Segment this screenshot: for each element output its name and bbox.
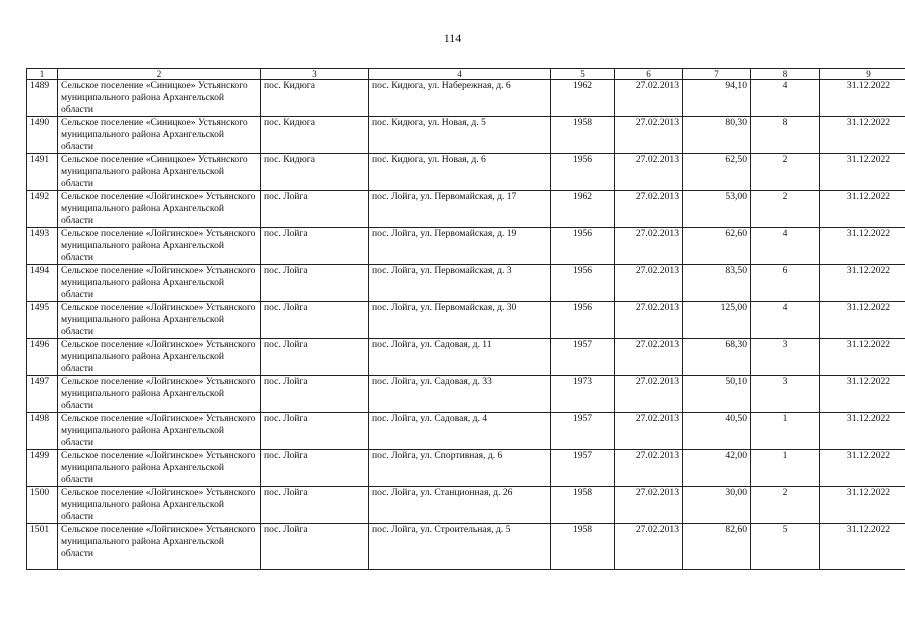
cell-area: 68,30 xyxy=(683,339,751,376)
table-row xyxy=(27,413,905,450)
cell-deadline: 31.12.2022 xyxy=(820,191,905,228)
cell-address: пос. Кидюга, ул. Новая, д. 6 xyxy=(369,154,551,191)
cell-record-number: 1491 xyxy=(27,154,58,191)
cell-locality: пос. Лойга xyxy=(261,376,369,413)
cell-address: пос. Лойга, ул. Садовая, д. 11 xyxy=(369,339,551,376)
cell-address: пос. Лойга, ул. Первомайская, д. 17 xyxy=(369,191,551,228)
table-row xyxy=(27,376,905,413)
cell-settlement: Сельское поселение «Лойгинское» Устьянского муниципального района Архангельской области xyxy=(58,191,261,228)
table-row xyxy=(27,524,905,570)
table-row xyxy=(27,487,905,524)
cell-deadline: 31.12.2022 xyxy=(820,450,905,487)
cell-area: 50,10 xyxy=(683,376,751,413)
column-header: 8 xyxy=(751,69,820,80)
cell-date: 27.02.2013 xyxy=(615,80,683,117)
cell-date: 27.02.2013 xyxy=(615,265,683,302)
cell-deadline: 31.12.2022 xyxy=(820,339,905,376)
cell-address: пос. Лойга, ул. Станционная, д. 26 xyxy=(369,487,551,524)
cell-deadline: 31.12.2022 xyxy=(820,154,905,191)
cell-deadline: 31.12.2022 xyxy=(820,265,905,302)
table-row xyxy=(27,302,905,339)
column-number-row xyxy=(27,69,905,80)
cell-locality: пос. Лойга xyxy=(261,524,369,570)
cell-settlement: Сельское поселение «Синицкое» Устьянского муниципального района Архангельской области xyxy=(58,117,261,154)
cell-date: 27.02.2013 xyxy=(615,413,683,450)
cell-locality: пос. Лойга xyxy=(261,228,369,265)
cell-locality: пос. Кидюга xyxy=(261,117,369,154)
cell-settlement: Сельское поселение «Лойгинское» Устьянского муниципального района Архангельской области xyxy=(58,487,261,524)
table-row xyxy=(27,80,905,117)
cell-area: 82,60 xyxy=(683,524,751,570)
column-header: 6 xyxy=(615,69,683,80)
cell-area: 94,10 xyxy=(683,80,751,117)
cell-date: 27.02.2013 xyxy=(615,339,683,376)
cell-year: 1957 xyxy=(551,450,615,487)
cell-locality: пос. Лойга xyxy=(261,265,369,302)
cell-deadline: 31.12.2022 xyxy=(820,524,905,570)
cell-count: 4 xyxy=(751,302,820,339)
cell-locality: пос. Лойга xyxy=(261,339,369,376)
column-header: 1 xyxy=(27,69,58,80)
cell-deadline: 31.12.2022 xyxy=(820,376,905,413)
cell-year: 1956 xyxy=(551,302,615,339)
cell-count: 3 xyxy=(751,376,820,413)
cell-year: 1957 xyxy=(551,339,615,376)
cell-area: 42,00 xyxy=(683,450,751,487)
cell-locality: пос. Лойга xyxy=(261,302,369,339)
cell-count: 2 xyxy=(751,154,820,191)
cell-date: 27.02.2013 xyxy=(615,376,683,413)
cell-year: 1958 xyxy=(551,487,615,524)
cell-area: 30,00 xyxy=(683,487,751,524)
cell-deadline: 31.12.2022 xyxy=(820,228,905,265)
cell-date: 27.02.2013 xyxy=(615,450,683,487)
cell-count: 2 xyxy=(751,487,820,524)
cell-address: пос. Лойга, ул. Первомайская, д. 3 xyxy=(369,265,551,302)
column-header: 3 xyxy=(261,69,369,80)
cell-record-number: 1493 xyxy=(27,228,58,265)
cell-deadline: 31.12.2022 xyxy=(820,80,905,117)
cell-settlement: Сельское поселение «Лойгинское» Устьянского муниципального района Архангельской области xyxy=(58,265,261,302)
column-header: 5 xyxy=(551,69,615,80)
cell-date: 27.02.2013 xyxy=(615,302,683,339)
cell-locality: пос. Лойга xyxy=(261,450,369,487)
cell-settlement: Сельское поселение «Лойгинское» Устьянского муниципального района Архангельской области xyxy=(58,376,261,413)
cell-year: 1958 xyxy=(551,524,615,570)
cell-record-number: 1496 xyxy=(27,339,58,376)
cell-settlement: Сельское поселение «Лойгинское» Устьянского муниципального района Архангельской области xyxy=(58,339,261,376)
cell-deadline: 31.12.2022 xyxy=(820,413,905,450)
cell-locality: пос. Лойга xyxy=(261,191,369,228)
cell-locality: пос. Кидюга xyxy=(261,154,369,191)
cell-record-number: 1495 xyxy=(27,302,58,339)
cell-record-number: 1498 xyxy=(27,413,58,450)
cell-date: 27.02.2013 xyxy=(615,524,683,570)
cell-settlement: Сельское поселение «Лойгинское» Устьянского муниципального района Архангельской области xyxy=(58,413,261,450)
cell-address: пос. Лойга, ул. Садовая, д. 4 xyxy=(369,413,551,450)
cell-locality: пос. Лойга xyxy=(261,487,369,524)
cell-record-number: 1501 xyxy=(27,524,58,570)
cell-deadline: 31.12.2022 xyxy=(820,487,905,524)
cell-record-number: 1499 xyxy=(27,450,58,487)
cell-settlement: Сельское поселение «Лойгинское» Устьянского муниципального района Архангельской области xyxy=(58,302,261,339)
cell-address: пос. Лойга, ул. Строительная, д. 5 xyxy=(369,524,551,570)
cell-date: 27.02.2013 xyxy=(615,117,683,154)
cell-count: 1 xyxy=(751,450,820,487)
table-row xyxy=(27,117,905,154)
cell-address: пос. Лойга, ул. Спортивная, д. 6 xyxy=(369,450,551,487)
cell-address: пос. Кидюга, ул. Набережная, д. 6 xyxy=(369,80,551,117)
cell-area: 40,50 xyxy=(683,413,751,450)
cell-count: 1 xyxy=(751,413,820,450)
cell-year: 1962 xyxy=(551,80,615,117)
cell-settlement: Сельское поселение «Лойгинское» Устьянского муниципального района Архангельской области xyxy=(58,450,261,487)
cell-settlement: Сельское поселение «Лойгинское» Устьянского муниципального района Архангельской области xyxy=(58,228,261,265)
cell-year: 1973 xyxy=(551,376,615,413)
cell-record-number: 1490 xyxy=(27,117,58,154)
cell-area: 80,30 xyxy=(683,117,751,154)
cell-area: 125,00 xyxy=(683,302,751,339)
cell-record-number: 1489 xyxy=(27,80,58,117)
table-row xyxy=(27,339,905,376)
cell-count: 8 xyxy=(751,117,820,154)
cell-year: 1957 xyxy=(551,413,615,450)
housing-registry-table xyxy=(26,68,905,570)
cell-date: 27.02.2013 xyxy=(615,228,683,265)
column-header: 9 xyxy=(820,69,905,80)
cell-locality: пос. Кидюга xyxy=(261,80,369,117)
cell-count: 5 xyxy=(751,524,820,570)
cell-count: 4 xyxy=(751,80,820,117)
cell-year: 1956 xyxy=(551,154,615,191)
table-row xyxy=(27,265,905,302)
cell-record-number: 1500 xyxy=(27,487,58,524)
cell-record-number: 1497 xyxy=(27,376,58,413)
table-row xyxy=(27,228,905,265)
cell-count: 4 xyxy=(751,228,820,265)
cell-record-number: 1492 xyxy=(27,191,58,228)
cell-area: 62,50 xyxy=(683,154,751,191)
cell-address: пос. Лойга, ул. Садовая, д. 33 xyxy=(369,376,551,413)
cell-record-number: 1494 xyxy=(27,265,58,302)
cell-year: 1956 xyxy=(551,228,615,265)
cell-date: 27.02.2013 xyxy=(615,487,683,524)
cell-area: 83,50 xyxy=(683,265,751,302)
cell-settlement: Сельское поселение «Лойгинское» Устьянского муниципального района Архангельской области xyxy=(58,524,261,570)
cell-count: 3 xyxy=(751,339,820,376)
table-row xyxy=(27,191,905,228)
cell-date: 27.02.2013 xyxy=(615,191,683,228)
column-header: 2 xyxy=(58,69,261,80)
cell-settlement: Сельское поселение «Синицкое» Устьянского муниципального района Архангельской области xyxy=(58,154,261,191)
cell-year: 1956 xyxy=(551,265,615,302)
cell-address: пос. Кидюга, ул. Новая, д. 5 xyxy=(369,117,551,154)
table-row xyxy=(27,450,905,487)
cell-area: 53,00 xyxy=(683,191,751,228)
cell-deadline: 31.12.2022 xyxy=(820,117,905,154)
cell-deadline: 31.12.2022 xyxy=(820,302,905,339)
column-header: 7 xyxy=(683,69,751,80)
table-row xyxy=(27,154,905,191)
cell-year: 1958 xyxy=(551,117,615,154)
cell-settlement: Сельское поселение «Синицкое» Устьянского муниципального района Архангельской области xyxy=(58,80,261,117)
cell-address: пос. Лойга, ул. Первомайская, д. 19 xyxy=(369,228,551,265)
cell-area: 62,60 xyxy=(683,228,751,265)
column-header: 4 xyxy=(369,69,551,80)
cell-locality: пос. Лойга xyxy=(261,413,369,450)
cell-address: пос. Лойга, ул. Первомайская, д. 30 xyxy=(369,302,551,339)
cell-count: 6 xyxy=(751,265,820,302)
cell-year: 1962 xyxy=(551,191,615,228)
cell-count: 2 xyxy=(751,191,820,228)
cell-date: 27.02.2013 xyxy=(615,154,683,191)
page-number: 114 xyxy=(443,31,462,45)
